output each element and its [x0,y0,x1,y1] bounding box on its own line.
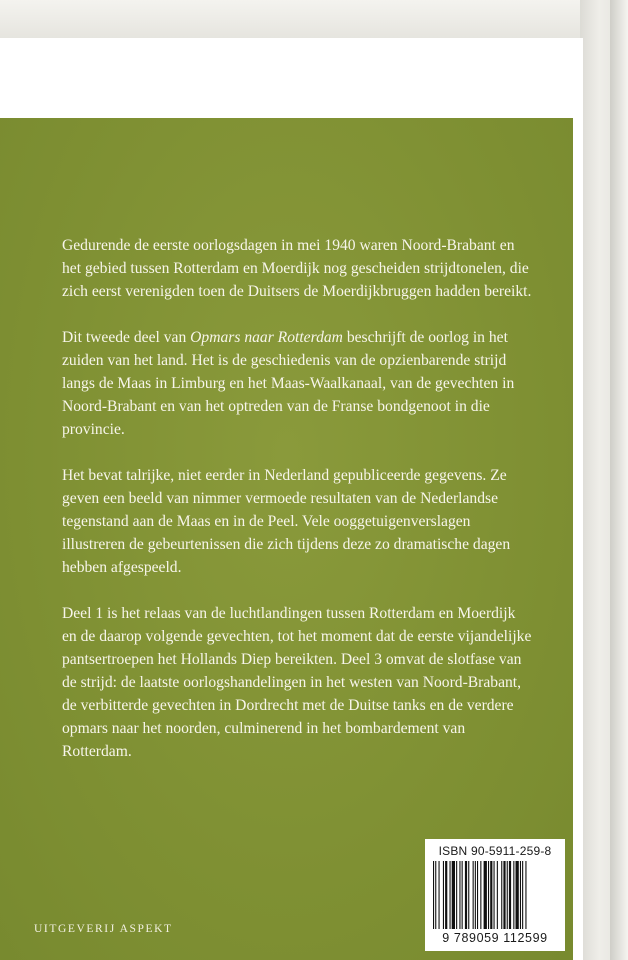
p2-before: Dit tweede deel van [62,329,191,346]
barcode-box [425,839,565,951]
publisher-name: UITGEVERIJ ASPEKT [34,923,173,935]
blurb [62,234,532,786]
barcode-bars [433,861,557,929]
paper-right-edge [610,0,628,960]
isbn-label: ISBN 90-5911-259-8 [438,844,552,858]
barcode-digits: 9 789059 112599 [442,931,548,945]
paper-top-edge [0,0,628,38]
book-title: Opmars naar Rotterdam [190,329,343,346]
blurb-paragraph-3: Het bevat talrijke, niet eerder in Nederland gepubliceerde gegevens. Ze geven een beeld van nimmer vermoede resultaten van de Nederlandse tegenstand aan de Maas en in de Peel. Vele ooggetuigenverslagen illustreren de gebeurtenissen die zich tijdens deze zo dramatische dagen hebben afgespeeld. [62,467,511,576]
blurb-paragraph-2 [62,326,532,441]
blurb-paragraph-1: Gedurende de eerste oorlogsdagen in mei 1940 waren Noord-Brabant en het gebied tussen Rotterdam en Moerdijk nog gescheiden strijdtonelen, die zich eerst verenigden toen de Duitsers de Moerdijkbruggen hadden bereikt. [62,237,532,300]
blurb-paragraph-4: Deel 1 is het relaas van de luchtlandingen tussen Rotterdam en Moerdijk en de daarop volgende gevechten, tot het moment dat de eerste vijandelijke pantsertroepen het Hollands Diep bereikten. Deel 3 omvat de slotfase van de strijd: de laatste oorlogshandelingen in het westen van Noord-Brabant, de verbitterde gevechten in Dordrecht met de Duitse tanks en de verdere opmars naar het noorden, culminerend in het bombardement van Rotterdam. [62,605,532,760]
p2-after: beschrijft de oorlog in het zuiden van het land. Het is de geschiedenis van de opzienbarende strijd langs de Maas in Limburg en het Maas-Waalkanaal, van de gevechten in Noord-Brabant en van het optreden van de Franse bondgenoot in die provincie. [62,329,515,438]
